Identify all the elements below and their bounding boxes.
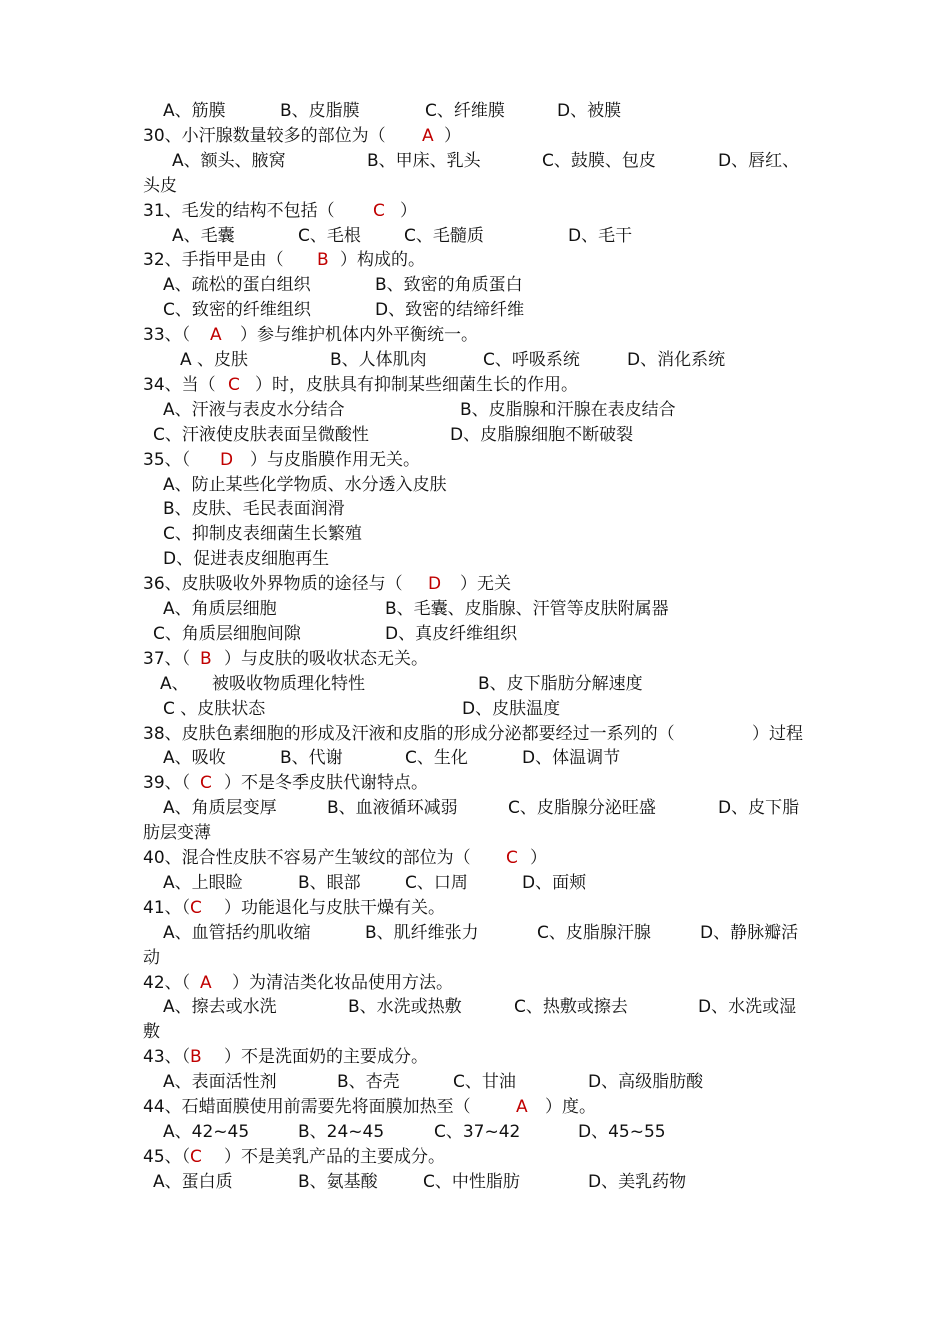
text-segment: 37、（ <box>143 648 191 669</box>
text-segment: A、角质层细胞 <box>163 599 277 619</box>
text-segment: D、体温调节 <box>522 748 621 769</box>
text-segment: ）度。 <box>545 1097 596 1117</box>
text-segment: ）过程 <box>752 723 803 744</box>
text-line <box>0 896 950 921</box>
text-segment: B、肌纤维张力 <box>365 922 479 943</box>
text-segment: C、皮脂腺分泌旺盛 <box>508 798 656 819</box>
text-line <box>0 373 950 398</box>
text-segment: C、抑制皮表细菌生长繁殖 <box>163 524 362 545</box>
text-segment: B、皮肤、毛民表面润滑 <box>163 499 345 520</box>
text-line <box>0 971 950 996</box>
text-segment: 33、（ <box>143 325 191 346</box>
text-segment: C、中性脂肪 <box>423 1171 520 1192</box>
text-line <box>0 273 950 298</box>
text-segment: 头皮 <box>143 175 177 196</box>
text-segment: B、24~45 <box>298 1121 385 1142</box>
text-segment: C、毛髓质 <box>404 225 484 246</box>
text-segment: C、纤维膜 <box>425 101 505 121</box>
text-line <box>0 448 950 473</box>
text-line <box>0 622 950 647</box>
text-segment: A、疏松的蛋白组织 <box>163 275 311 296</box>
text-line <box>0 99 950 124</box>
text-line <box>0 871 950 896</box>
text-segment: ）参与维护机体内外平衡统一。 <box>240 325 478 346</box>
text-line <box>0 771 950 796</box>
text-segment: A、上眼睑 <box>163 872 243 893</box>
text-segment: C、毛根 <box>298 225 361 246</box>
text-segment: ）为清洁类化妆品使用方法。 <box>232 972 453 993</box>
text-segment: 被吸收物质理化特性 <box>212 673 365 694</box>
text-segment: 38、皮肤色素细胞的形成及汗液和皮脂的形成分泌都要经过一系列的（ <box>143 723 675 744</box>
text-segment: ） <box>400 200 417 221</box>
text-segment: C、甘油 <box>453 1072 516 1093</box>
text-segment: A、吸收 <box>163 748 226 769</box>
text-segment: ） <box>530 848 547 868</box>
text-segment: A、表面活性剂 <box>163 1072 277 1093</box>
text-line <box>0 1170 950 1195</box>
text-line <box>0 149 950 174</box>
text-segment: 43、（ <box>143 1047 191 1068</box>
text-segment: 45、（ <box>143 1146 191 1167</box>
text-segment: ）无关 <box>460 574 511 595</box>
text-line <box>0 1020 950 1045</box>
text-line <box>0 398 950 423</box>
text-segment: A、防止某些化学物质、水分透入皮肤 <box>163 474 447 495</box>
answer-letter: C <box>190 897 202 918</box>
text-line <box>0 647 950 672</box>
text-segment: ）不是冬季皮肤代谢特点。 <box>224 773 428 794</box>
text-line <box>0 921 950 946</box>
text-segment: 36、皮肤吸收外界物质的途径与（ <box>143 574 403 595</box>
text-line <box>0 473 950 498</box>
text-segment: B、皮下脂肪分解速度 <box>478 673 643 694</box>
text-segment: D、皮脂腺细胞不断破裂 <box>450 424 634 445</box>
text-segment: ）构成的。 <box>340 250 425 271</box>
text-segment: C、皮脂腺汗腺 <box>537 922 651 943</box>
text-segment: A、 <box>160 673 189 694</box>
answer-letter: B <box>190 1047 202 1068</box>
text-segment: C、致密的纤维组织 <box>163 300 311 321</box>
text-segment: ）时，皮肤具有抑制某些细菌生长的作用。 <box>255 374 578 395</box>
text-segment: B、眼部 <box>298 872 361 893</box>
text-segment: D、真皮纤维组织 <box>385 623 518 644</box>
text-line <box>0 174 950 199</box>
answer-letter: A <box>210 325 222 346</box>
text-segment: A 、皮肤 <box>180 350 249 370</box>
answer-letter: C <box>190 1146 202 1167</box>
text-line <box>0 821 950 846</box>
text-line <box>0 796 950 821</box>
text-line <box>0 846 950 871</box>
text-segment: A、蛋白质 <box>153 1171 233 1192</box>
text-line <box>0 1070 950 1095</box>
text-line <box>0 746 950 771</box>
text-segment: B、皮脂膜 <box>280 101 360 121</box>
text-segment: 44、石蜡面膜使用前需要先将面膜加热至（ <box>143 1097 471 1117</box>
text-segment: D、静脉瓣活 <box>700 922 799 943</box>
text-line <box>0 1045 950 1070</box>
text-segment: D、消化系统 <box>627 350 726 370</box>
text-line <box>0 124 950 149</box>
text-line <box>0 547 950 572</box>
text-segment: B、氨基酸 <box>298 1171 378 1192</box>
text-segment: B、杏壳 <box>337 1072 400 1093</box>
text-line <box>0 995 950 1020</box>
text-segment: B、甲床、乳头 <box>367 150 481 171</box>
text-line <box>0 672 950 697</box>
text-segment: 32、手指甲是由（ <box>143 250 284 271</box>
text-segment: ）功能退化与皮肤干燥有关。 <box>224 897 445 918</box>
text-segment: D、促进表皮细胞再生 <box>163 549 330 570</box>
text-segment: A、毛囊 <box>172 225 235 246</box>
text-segment: ）与皮肤的吸收状态无关。 <box>224 648 428 669</box>
text-segment: C、热敷或擦去 <box>514 997 628 1018</box>
text-segment: D、唇红、 <box>718 150 800 171</box>
text-segment: 动 <box>143 947 160 968</box>
text-segment: A、角质层变厚 <box>163 798 277 819</box>
text-segment: D、致密的结缔纤维 <box>375 300 525 321</box>
text-segment: D、毛干 <box>568 225 633 246</box>
text-line <box>0 248 950 273</box>
answer-letter: A <box>516 1097 528 1117</box>
text-segment: 42、（ <box>143 972 191 993</box>
text-segment: D、皮下脂 <box>718 798 800 819</box>
text-line <box>0 946 950 971</box>
answer-letter: A <box>422 125 434 146</box>
text-segment: C、37~42 <box>434 1121 521 1142</box>
text-segment: 39、（ <box>143 773 191 794</box>
text-segment: A、擦去或水洗 <box>163 997 277 1018</box>
text-line <box>0 572 950 597</box>
text-segment: D、高级脂肪酸 <box>588 1072 704 1093</box>
text-segment: 30、小汗腺数量较多的部位为（ <box>143 125 386 146</box>
text-segment: D、被膜 <box>557 101 622 121</box>
text-segment: C、汗液使皮肤表面呈微酸性 <box>153 424 369 445</box>
text-line <box>0 597 950 622</box>
text-segment: 31、毛发的结构不包括（ <box>143 200 335 221</box>
answer-letter: C <box>373 200 385 221</box>
text-line <box>0 722 950 747</box>
text-segment: ）不是美乳产品的主要成分。 <box>224 1146 445 1167</box>
text-segment: C、角质层细胞间隙 <box>153 623 301 644</box>
answer-letter: C <box>506 848 518 868</box>
text-segment: B、皮脂腺和汗腺在表皮结合 <box>460 399 676 420</box>
text-segment: D、水洗或湿 <box>698 997 797 1018</box>
text-line <box>0 697 950 722</box>
text-segment: 41、（ <box>143 897 191 918</box>
text-line <box>0 224 950 249</box>
text-segment: D、美乳药物 <box>588 1171 687 1192</box>
text-segment: B、代谢 <box>280 748 343 769</box>
text-segment: A、额头、腋窝 <box>172 150 286 171</box>
text-segment: 敷 <box>143 1022 160 1043</box>
answer-letter: D <box>428 574 442 595</box>
text-segment: B、血液循环减弱 <box>327 798 458 819</box>
text-segment: A、筋膜 <box>163 101 226 121</box>
text-segment: B、人体肌肉 <box>330 350 427 370</box>
text-segment: B、致密的角质蛋白 <box>375 275 523 296</box>
answer-letter: A <box>200 972 212 993</box>
text-line <box>0 1145 950 1170</box>
text-line <box>0 348 950 373</box>
text-segment: A、汗液与表皮水分结合 <box>163 399 345 420</box>
text-line <box>0 199 950 224</box>
text-segment: C、呼吸系统 <box>483 350 580 370</box>
text-segment: B、毛囊、皮脂腺、汗管等皮肤附属器 <box>385 599 669 619</box>
text-segment: A、血管括约肌收缩 <box>163 922 311 943</box>
answer-letter: C <box>228 374 240 395</box>
answer-letter: C <box>200 773 212 794</box>
text-line <box>0 1095 950 1120</box>
text-segment: B、水洗或热敷 <box>348 997 462 1018</box>
text-segment: D、面颊 <box>522 872 587 893</box>
text-line <box>0 298 950 323</box>
text-segment: 40、混合性皮肤不容易产生皱纹的部位为（ <box>143 848 471 868</box>
text-segment: ）不是洗面奶的主要成分。 <box>224 1047 428 1068</box>
text-line <box>0 323 950 348</box>
text-segment: ） <box>444 125 461 146</box>
answer-letter: B <box>317 250 329 271</box>
text-segment: 35、（ <box>143 449 191 470</box>
text-segment: 34、当（ <box>143 374 216 395</box>
answer-letter: B <box>200 648 212 669</box>
text-segment: C、鼓膜、包皮 <box>542 150 656 171</box>
text-segment: ）与皮脂膜作用无关。 <box>250 449 420 470</box>
text-segment: C 、皮肤状态 <box>163 698 266 719</box>
text-segment: C、口周 <box>405 872 468 893</box>
text-line <box>0 423 950 448</box>
text-segment: A、42~45 <box>163 1121 250 1142</box>
text-line <box>0 1120 950 1145</box>
text-line <box>0 522 950 547</box>
text-segment: 肪层变薄 <box>143 823 211 844</box>
text-segment: D、皮肤温度 <box>462 698 561 719</box>
answer-letter: D <box>220 449 234 470</box>
text-segment: C、生化 <box>405 748 468 769</box>
text-line <box>0 497 950 522</box>
text-segment: D、45~55 <box>578 1121 666 1142</box>
